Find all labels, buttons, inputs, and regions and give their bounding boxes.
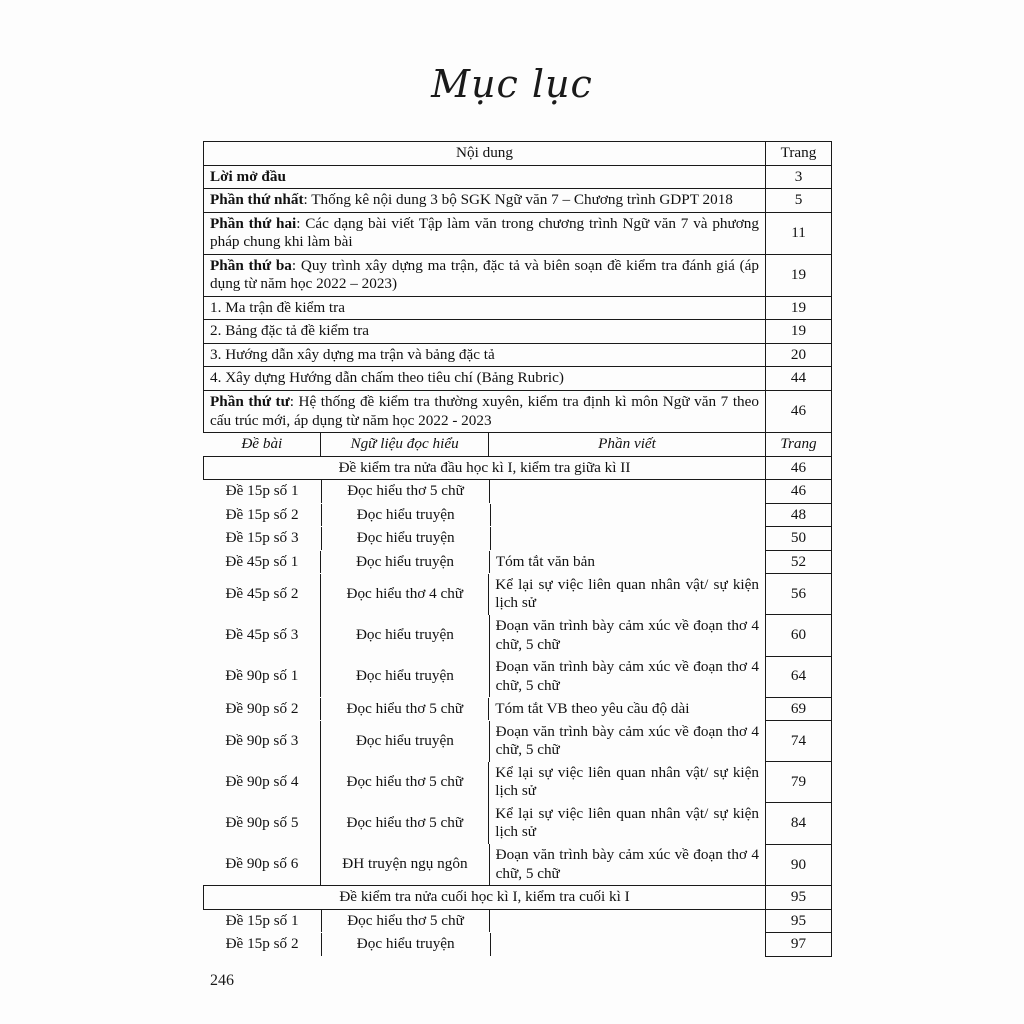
toc-entry-phan-viet xyxy=(490,933,765,956)
toc-entry-page: 97 xyxy=(766,933,832,957)
toc-entry-page: 5 xyxy=(766,189,832,213)
toc-entry-label: 3. Hướng dẫn xây dựng ma trận và bảng đặc tả xyxy=(204,343,766,367)
table-row xyxy=(204,550,832,574)
toc-entry-label: Lời mở đầu xyxy=(204,165,766,189)
toc-section-page: 95 xyxy=(766,886,832,910)
toc-entry-de-bai: Đề 15p số 2 xyxy=(204,933,322,956)
subheader-phan-viet: Phần viết xyxy=(489,433,766,456)
toc-entry-de-bai: Đề 90p số 1 xyxy=(204,656,321,697)
toc-entry-page: 90 xyxy=(766,844,832,886)
table-row xyxy=(204,721,832,762)
toc-entry-de-bai: Đề 90p số 2 xyxy=(204,698,321,721)
toc-entry-ngu-lieu: Đọc hiểu truyện xyxy=(321,551,490,574)
toc-entry-page: 48 xyxy=(766,503,832,527)
table-row xyxy=(204,165,832,189)
toc-entry-group xyxy=(204,527,766,551)
page-title: Mục lục xyxy=(431,62,593,106)
table-row xyxy=(204,656,832,697)
subheader-trang: Trang xyxy=(766,433,832,457)
toc-entry-group xyxy=(204,480,766,504)
toc-entry-de-bai: Đề 90p số 6 xyxy=(204,844,321,885)
toc-entry-de-bai: Đề 15p số 1 xyxy=(204,480,322,503)
subheader-de-bai: Đề bài xyxy=(204,433,321,456)
toc-entry-group xyxy=(204,721,766,762)
table-row xyxy=(204,480,832,504)
toc-entry-de-bai: Đề 90p số 5 xyxy=(204,803,321,844)
table-row xyxy=(204,933,832,957)
toc-entry-group xyxy=(204,697,766,721)
toc-entry-ngu-lieu: Đọc hiểu thơ 5 chữ xyxy=(321,698,489,721)
toc-entry-ngu-lieu: Đọc hiểu thơ 5 chữ xyxy=(321,762,489,803)
table-row xyxy=(204,296,832,320)
toc-entry-page: 19 xyxy=(766,254,832,296)
toc-entry-page: 74 xyxy=(766,721,832,762)
toc-entry-page: 19 xyxy=(766,320,832,344)
toc-entry-page: 20 xyxy=(766,343,832,367)
table-row xyxy=(204,367,832,391)
toc-entry-page: 44 xyxy=(766,367,832,391)
toc-entry-ngu-lieu: Đọc hiểu truyện xyxy=(321,933,490,956)
toc-entry-de-bai: Đề 15p số 3 xyxy=(204,527,322,550)
toc-entry-page: 60 xyxy=(766,615,832,656)
toc-header-row xyxy=(204,142,832,166)
toc-entry-phan-viet xyxy=(490,504,765,527)
toc-table xyxy=(203,141,832,957)
toc-entry-page: 52 xyxy=(766,550,832,574)
toc-entry-group xyxy=(204,656,766,697)
toc-entry-ngu-lieu: Đọc hiểu thơ 4 chữ xyxy=(321,574,489,615)
toc-entry-page: 56 xyxy=(766,574,832,615)
toc-entry-phan-viet: Kể lại sự việc liên quan nhân vật/ sự kiện lịch sử xyxy=(489,574,765,615)
toc-entry-ngu-lieu: Đọc hiểu truyện xyxy=(321,615,490,656)
toc-entry-page: 11 xyxy=(766,212,832,254)
subheader-ngu-lieu: Ngữ liệu đọc hiểu xyxy=(321,433,489,456)
toc-entry-de-bai: Đề 90p số 3 xyxy=(204,721,321,762)
toc-entry-phan-viet: Đoạn văn trình bày cảm xúc về đoạn thơ 4 chữ, 5 chữ xyxy=(489,721,765,762)
toc-entry-group xyxy=(204,844,766,886)
toc-entry-group xyxy=(204,550,766,574)
toc-entry-de-bai: Đề 15p số 2 xyxy=(204,504,322,527)
toc-section-title: Đề kiểm tra nửa cuối học kì I, kiểm tra cuối kì I xyxy=(204,886,766,910)
toc-entry-ngu-lieu: Đọc hiểu thơ 5 chữ xyxy=(321,803,489,844)
toc-entry-label: 4. Xây dựng Hướng dẫn chấm theo tiêu chí (Bảng Rubric) xyxy=(204,367,766,391)
toc-section-page: 46 xyxy=(766,456,832,480)
toc-entry-group xyxy=(204,615,766,656)
toc-entry-page: 95 xyxy=(766,909,832,933)
toc-entry-page: 46 xyxy=(766,391,832,433)
table-row xyxy=(204,391,832,433)
header-trang: Trang xyxy=(766,142,832,166)
table-row xyxy=(204,803,832,844)
toc-entry-page: 64 xyxy=(766,656,832,697)
subheader-group xyxy=(204,433,766,457)
toc-entry-page: 84 xyxy=(766,803,832,844)
toc-entry-phan-viet: Tóm tắt văn bản xyxy=(489,551,765,574)
toc-section-row xyxy=(204,456,832,480)
toc-entry-label: Phần thứ ba: Quy trình xây dựng ma trận, đặc tả và biên soạn đề kiểm tra đánh giá (áp dụng từ năm học 2022 – 2023) xyxy=(204,254,766,296)
toc-entry-phan-viet xyxy=(490,910,765,933)
page-number: 246 xyxy=(210,972,234,989)
table-row xyxy=(204,909,832,933)
toc-entry-de-bai: Đề 45p số 1 xyxy=(204,551,321,574)
toc-entry-phan-viet xyxy=(490,527,765,550)
toc-section-title: Đề kiểm tra nửa đầu học kì I, kiểm tra giữa kì II xyxy=(204,456,766,480)
toc-subheader-row xyxy=(204,433,832,457)
toc-entry-group xyxy=(204,574,766,615)
table-row xyxy=(204,762,832,803)
toc-entry-de-bai: Đề 45p số 2 xyxy=(204,574,321,615)
toc-entry-group xyxy=(204,803,766,844)
header-noi-dung: Nội dung xyxy=(204,142,766,166)
table-of-contents xyxy=(203,141,831,957)
toc-entry-de-bai: Đề 90p số 4 xyxy=(204,762,321,803)
toc-entry-group xyxy=(204,933,766,957)
toc-entry-group xyxy=(204,762,766,803)
toc-entry-de-bai: Đề 45p số 3 xyxy=(204,615,321,656)
table-row xyxy=(204,503,832,527)
toc-entry-label: 2. Bảng đặc tả đề kiểm tra xyxy=(204,320,766,344)
table-row xyxy=(204,527,832,551)
toc-entry-ngu-lieu: Đọc hiểu truyện xyxy=(321,656,490,697)
table-row xyxy=(204,189,832,213)
toc-entry-ngu-lieu: ĐH truyện ngụ ngôn xyxy=(321,844,490,885)
toc-entry-de-bai: Đề 15p số 1 xyxy=(204,910,322,933)
toc-entry-ngu-lieu: Đọc hiểu truyện xyxy=(321,527,490,550)
toc-entry-ngu-lieu: Đọc hiểu thơ 5 chữ xyxy=(321,480,490,503)
toc-entry-label: Phần thứ hai: Các dạng bài viết Tập làm văn trong chương trình Ngữ văn 7 và phương pháp chung khi làm bài xyxy=(204,212,766,254)
toc-entry-page: 79 xyxy=(766,762,832,803)
toc-entry-group xyxy=(204,909,766,933)
toc-entry-label: Phần thứ tư: Hệ thống đề kiểm tra thường xuyên, kiểm tra định kì môn Ngữ văn 7 theo cấu trúc mới, áp dụng từ năm học 2022 - 2023 xyxy=(204,391,766,433)
toc-section-row xyxy=(204,886,832,910)
table-row xyxy=(204,574,832,615)
toc-entry-phan-viet xyxy=(490,480,765,503)
table-row xyxy=(204,254,832,296)
toc-entry-phan-viet: Tóm tắt VB theo yêu cầu độ dài xyxy=(489,698,765,721)
toc-entry-ngu-lieu: Đọc hiểu truyện xyxy=(321,721,490,762)
toc-entry-page: 50 xyxy=(766,527,832,551)
toc-entry-ngu-lieu: Đọc hiểu thơ 5 chữ xyxy=(321,910,490,933)
table-row xyxy=(204,844,832,886)
toc-entry-group xyxy=(204,503,766,527)
table-row xyxy=(204,343,832,367)
toc-entry-page: 46 xyxy=(766,480,832,504)
toc-entry-phan-viet: Đoạn văn trình bày cảm xúc về đoạn thơ 4 chữ, 5 chữ xyxy=(489,656,765,697)
toc-entry-label: 1. Ma trận đề kiểm tra xyxy=(204,296,766,320)
toc-entry-phan-viet: Kể lại sự việc liên quan nhân vật/ sự kiện lịch sử xyxy=(489,762,765,803)
toc-entry-phan-viet: Đoạn văn trình bày cảm xúc về đoạn thơ 4 chữ, 5 chữ xyxy=(489,844,765,885)
toc-entry-page: 19 xyxy=(766,296,832,320)
table-row xyxy=(204,320,832,344)
toc-entry-page: 69 xyxy=(766,697,832,721)
toc-entry-ngu-lieu: Đọc hiểu truyện xyxy=(321,504,490,527)
toc-entry-page: 3 xyxy=(766,165,832,189)
toc-entry-label: Phần thứ nhất: Thống kê nội dung 3 bộ SGK Ngữ văn 7 – Chương trình GDPT 2018 xyxy=(204,189,766,213)
toc-entry-phan-viet: Đoạn văn trình bày cảm xúc về đoạn thơ 4 chữ, 5 chữ xyxy=(489,615,765,656)
toc-entry-phan-viet: Kể lại sự việc liên quan nhân vật/ sự kiện lịch sử xyxy=(489,803,765,844)
table-row xyxy=(204,697,832,721)
table-row xyxy=(204,212,832,254)
table-row xyxy=(204,615,832,656)
